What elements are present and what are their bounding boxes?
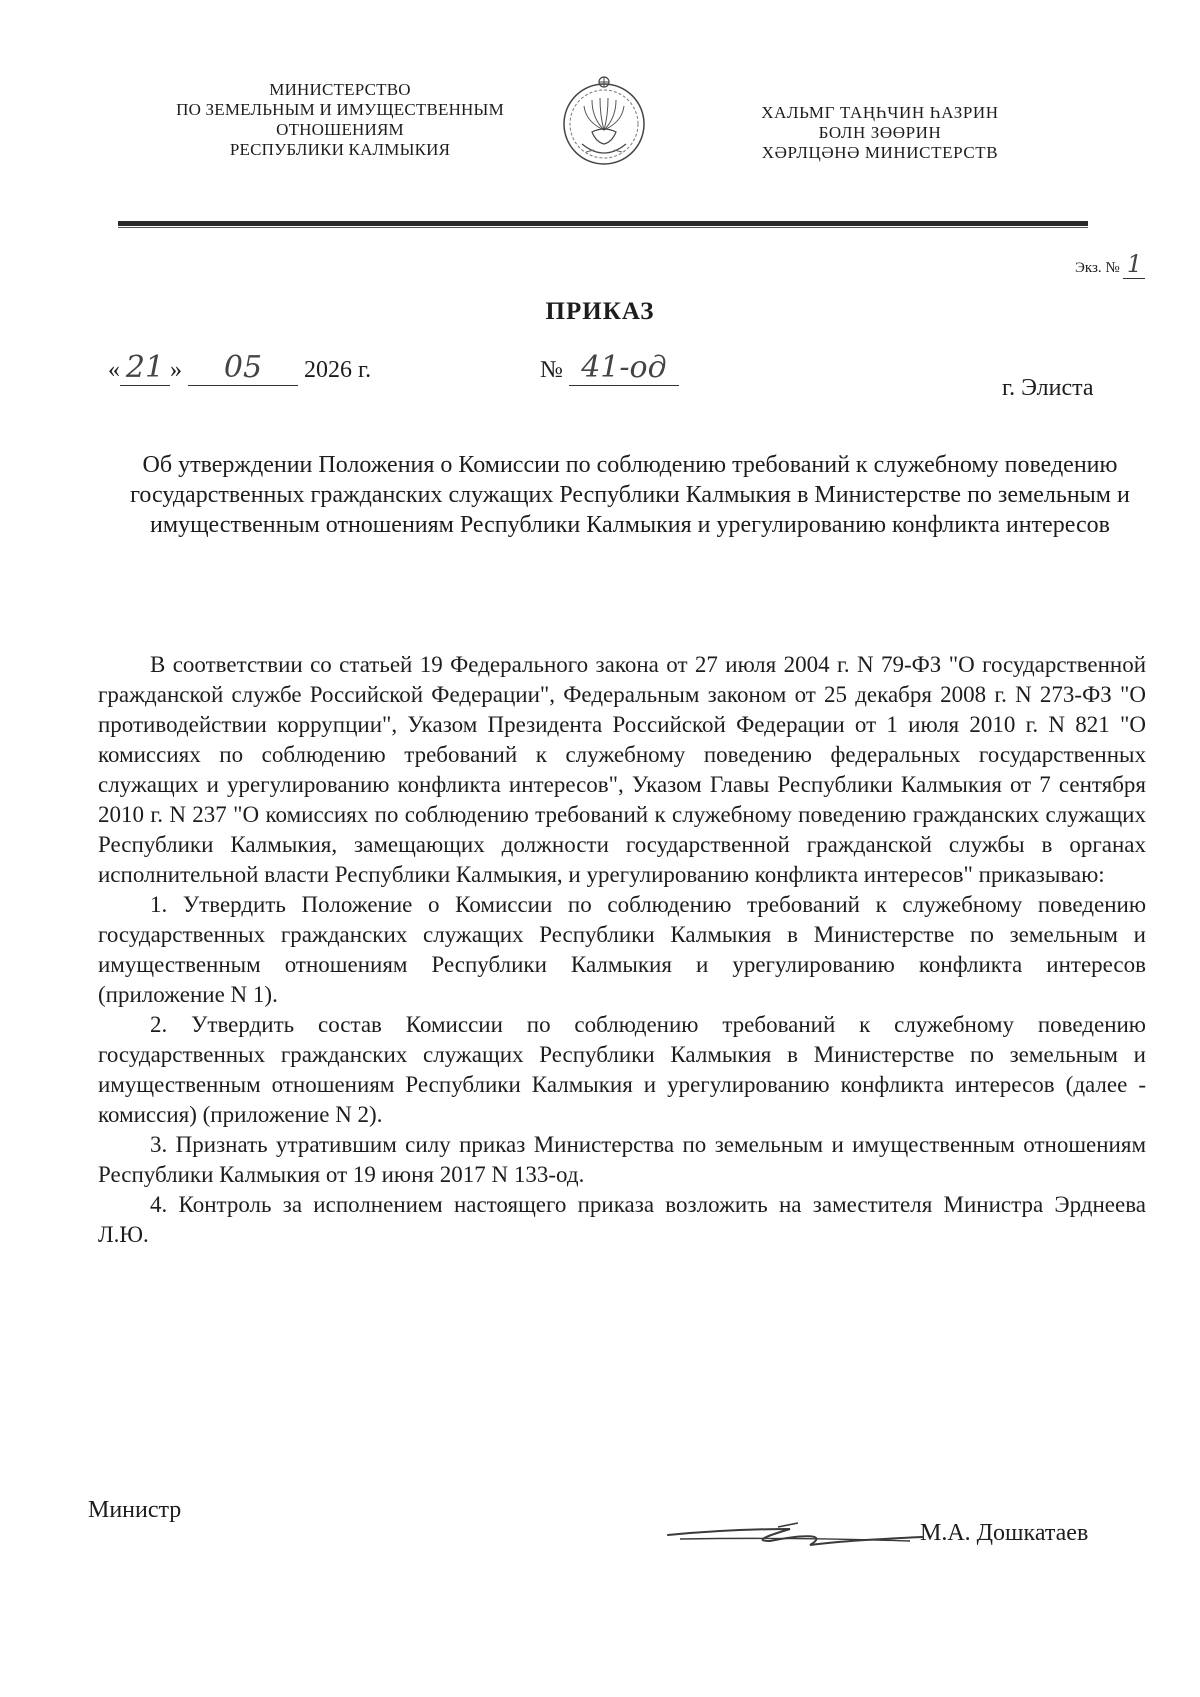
body-preamble: В соответствии со статьей 19 Федерального закона от 27 июля 2004 г. N 79-ФЗ "О государственной гражданской службе Российской Федерации", Федеральным законом от 25 декабря 2008 г. N 273-ФЗ "О противодействии коррупции", Указом Президента Российской Федерации от 1 июля 2010 г. N 821 "О комиссиях по соблюдению требований к служебному поведению федеральных государственных служащих и урегулированию конфликта интересов", Указом Главы Республики Калмыкия от 7 сентября 2010 г. N 237 "О комиссиях по соблюдению требований к служебному поведению гражданских служащих Республики Калмыкия, замещающих должности государственной гражданской службы в органах исполнительной власти Республики Калмыкия, и урегулированию конфликта интересов" приказываю: [98, 652, 1146, 887]
header-line: МИНИСТЕРСТВО [269, 80, 411, 99]
order-subject: Об утверждении Положения о Комиссии по соблюдению требований к служебному поведению государственных гражданских служащих Республики Калмыкия в Министерстве по земельным и имущественным отношениям Республики Калмыкия и урегулированию конфликта интересов [130, 452, 1130, 538]
signatory-name: М.А. Дошкатаев [920, 1520, 1089, 1546]
document-title: ПРИКАЗ [545, 298, 655, 325]
header-divider [118, 221, 1088, 229]
header-line: ХАЛЬМГ ТАҢҺЧИН ҺАЗРИН [761, 103, 999, 122]
date-close-quote: » [170, 357, 182, 383]
date-year: 2026 г. [304, 357, 372, 383]
order-number-label: № [540, 357, 563, 383]
copy-number-label: Экз. № [1075, 260, 1120, 276]
order-city: г. Элиста [1002, 375, 1094, 401]
copy-number [1075, 250, 1145, 279]
date-open-quote: « [108, 357, 120, 383]
header-line: ПО ЗЕМЕЛЬНЫМ И ИМУЩЕСТВЕННЫМ [176, 100, 504, 119]
order-number [540, 350, 679, 386]
divider-thin-line [118, 227, 1088, 228]
order-date [108, 350, 371, 386]
ministry-header-kalmyk [720, 103, 1040, 163]
body-item: 1. Утвердить Положение о Комиссии по соблюдению требований к служебному поведению государственных гражданских служащих Республики Калмыкия в Министерстве по земельным и имущественным отношениям Республики Калмыкия и урегулированию конфликта интересов (приложение N 1). [98, 892, 1146, 1007]
date-month: 05 [188, 350, 298, 386]
order-number-value: 41-од [569, 350, 679, 386]
handwritten-signature [660, 1505, 940, 1555]
divider-thick-line [118, 221, 1088, 226]
date-day: 21 [120, 350, 170, 386]
ministry-header-russian [140, 80, 540, 160]
copy-number-value: 1 [1123, 250, 1145, 279]
header-line: БОЛН ЗӨӨРИН [818, 123, 942, 142]
header-line: РЕСПУБЛИКИ КАЛМЫКИЯ [229, 140, 451, 159]
header-line: ХӘРЛЦӘНӘ МИНИСТЕРСТВ [761, 143, 999, 162]
body-item: 2. Утвердить состав Комиссии по соблюдению требований к служебному поведению государственных гражданских служащих Республики Калмыкия в Министерстве по земельным и имущественным отношениям Республики Калмыкия и урегулированию конфликта интересов (далее - комиссия) (приложение N 2). [98, 1012, 1146, 1127]
signatory-title: Министр [88, 1497, 182, 1523]
header-line: ОТНОШЕНИЯМ [276, 120, 404, 139]
kalmykia-emblem-icon [556, 72, 652, 172]
body-item: 3. Признать утратившим силу приказ Министерства по земельным и имущественным отношениям Республики Калмыкия от 19 июня 2017 N 133-од. [98, 1132, 1146, 1187]
body-item: 4. Контроль за исполнением настоящего приказа возложить на заместителя Министра Эрднеева Л.Ю. [98, 1192, 1146, 1247]
order-body [98, 650, 1146, 1250]
